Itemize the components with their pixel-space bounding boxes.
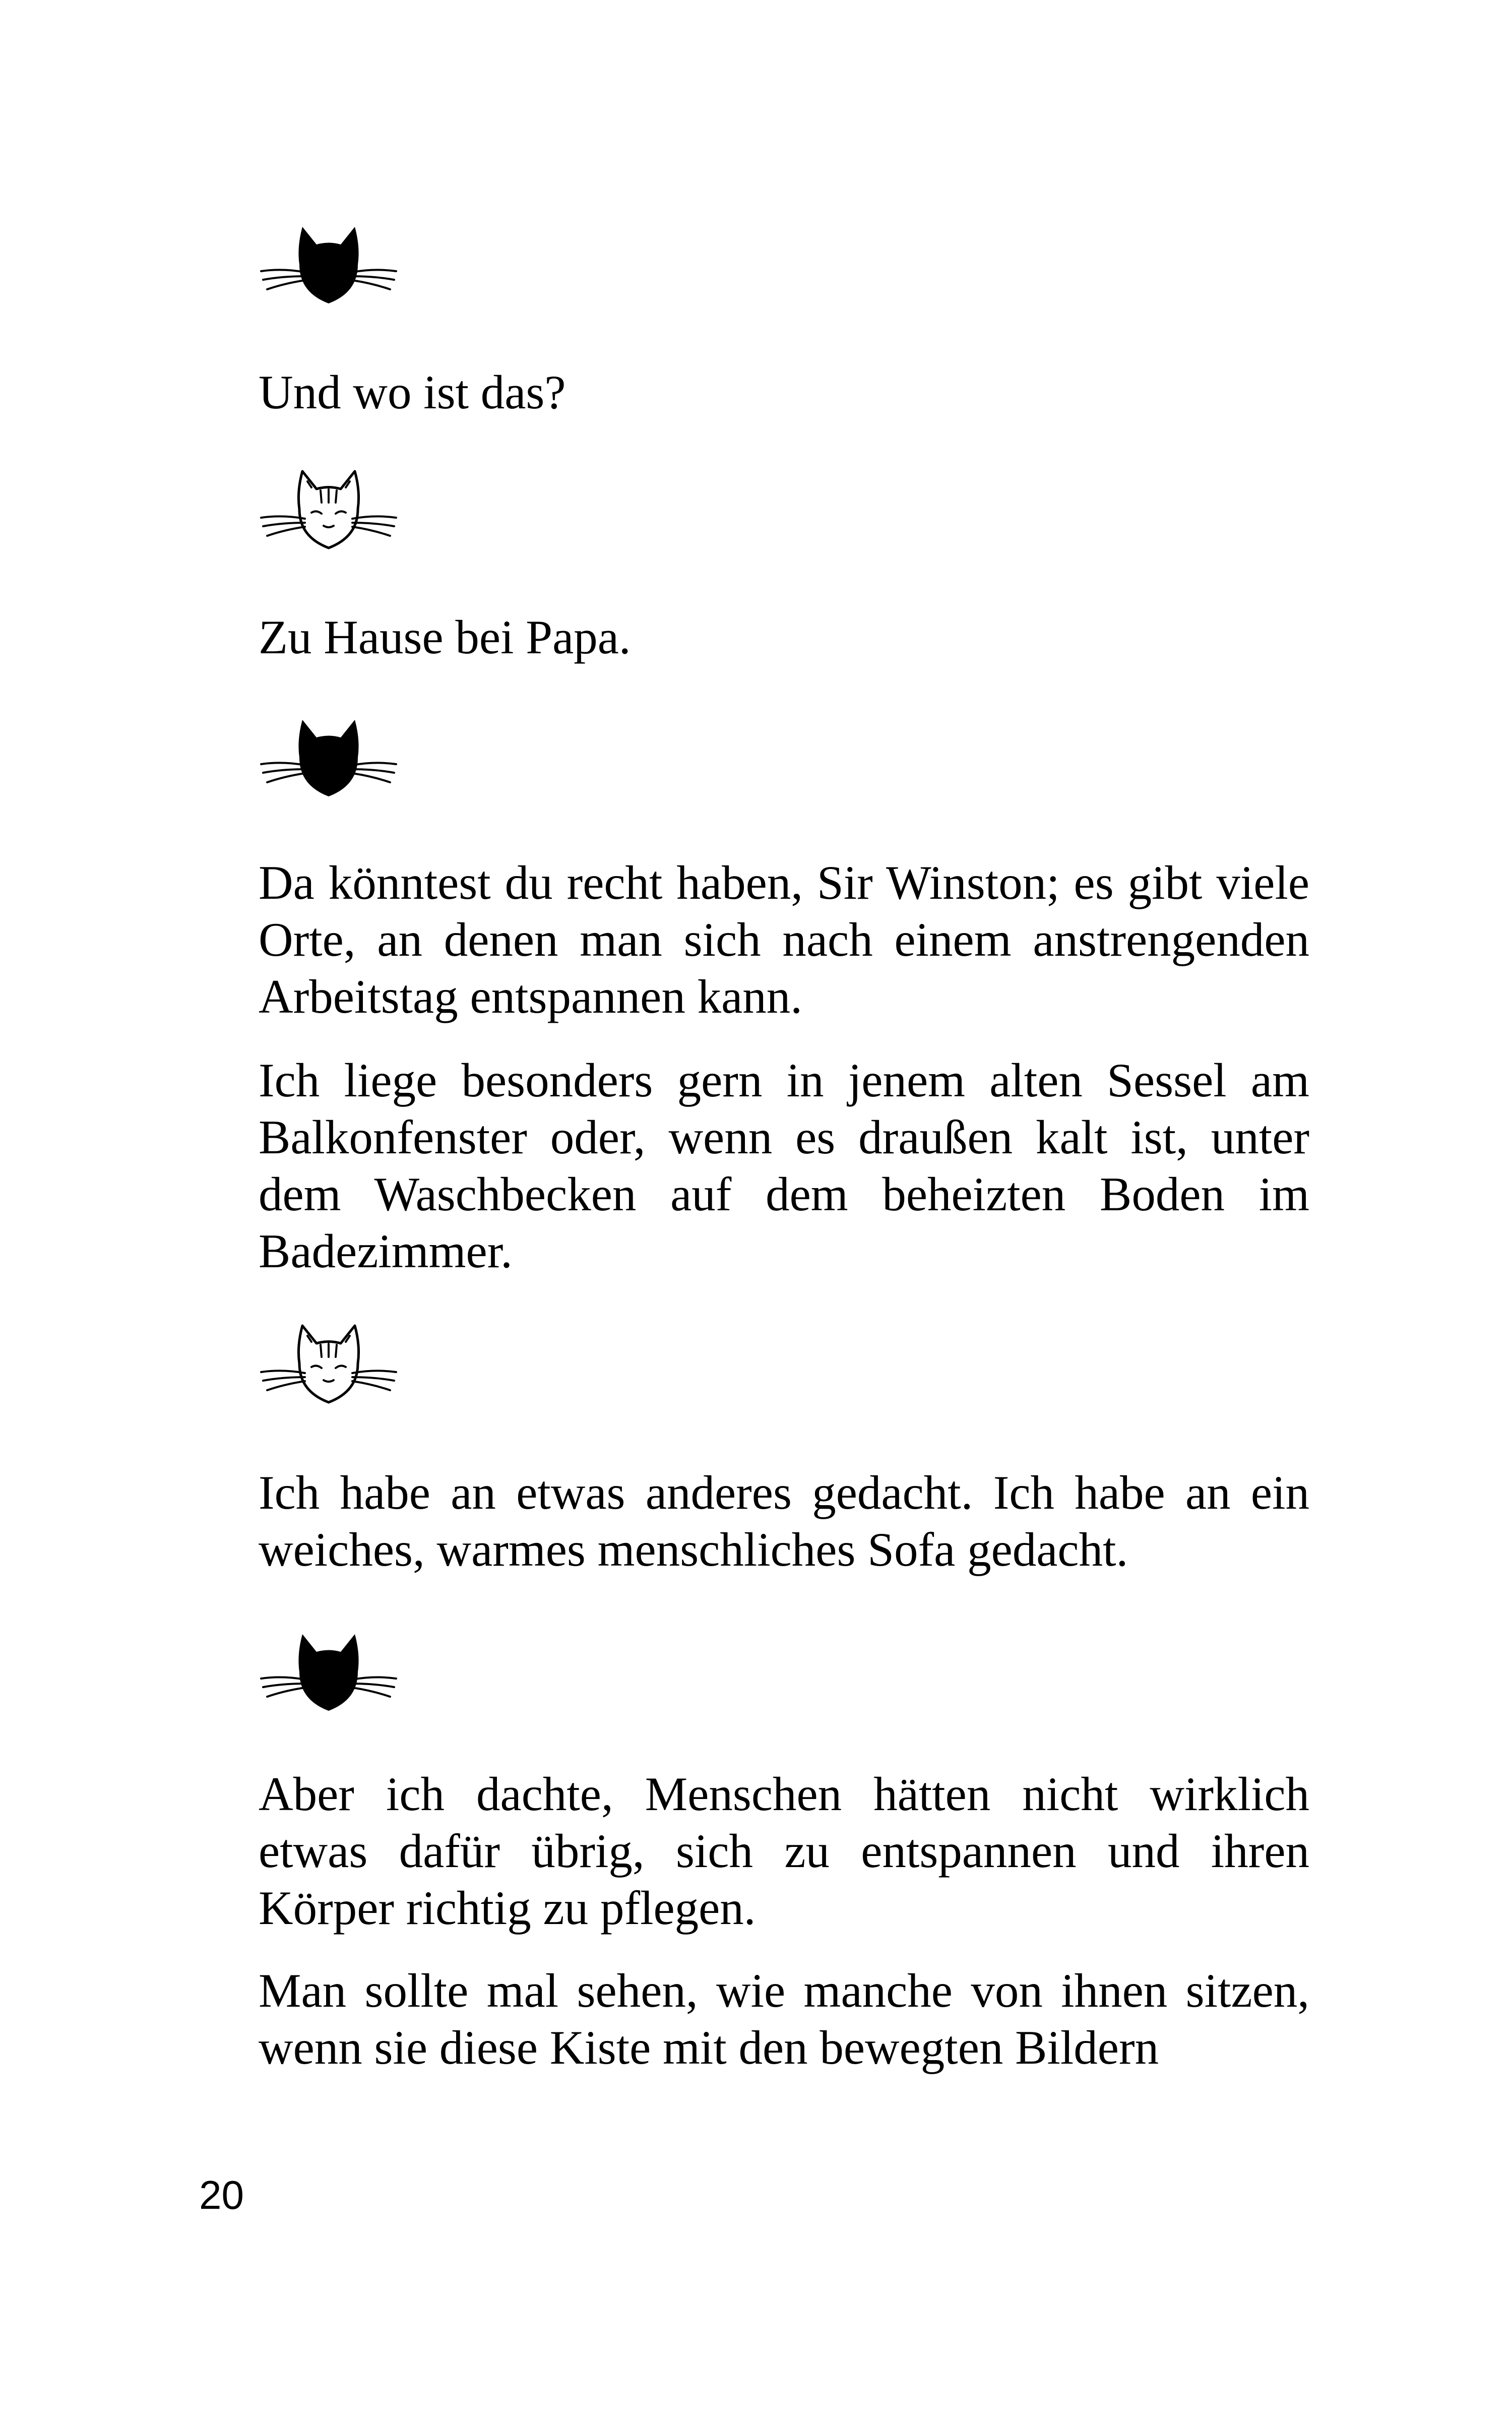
dialogue-paragraph: Und wo ist das? [259,365,566,419]
dialogue-paragraph: Zu Hause bei Papa. [259,610,631,664]
black-cat-face-icon [257,1629,401,1720]
page-number: 20 [199,2173,244,2217]
dialogue-paragraph: Man sollte mal sehen, wie manche von ihnen sitzen, wenn sie diese Kiste mit den bewegten Bildern [259,1964,1309,2074]
dialogue-paragraph: Ich liege besonders gern in jenem alten Sessel am Balkonfenster oder, wenn es draußen kalt ist, unter dem Waschbecken auf dem beheizten Boden im Badezimmer. [259,1053,1309,1278]
dialogue-paragraph: Ich habe an etwas anderes gedacht. Ich habe an ein weiches, warmes menschliches Sofa gedacht. [259,1466,1309,1576]
dialogue-paragraph: Da könntest du recht haben, Sir Winston; es gibt viele Orte, an denen man sich nach einem anstrengenden Arbeitstag entspannen kann. [259,856,1309,1023]
tabby-cat-face-icon [257,466,401,557]
black-cat-face-icon [257,715,401,805]
tabby-cat-face-icon [257,1321,401,1411]
dialogue-paragraph: Aber ich dachte, Menschen hätten nicht wirklich etwas dafür übrig, sich zu entspannen und ihren Körper richtig zu pflegen. [259,1767,1309,1935]
black-cat-face-icon [257,222,401,313]
